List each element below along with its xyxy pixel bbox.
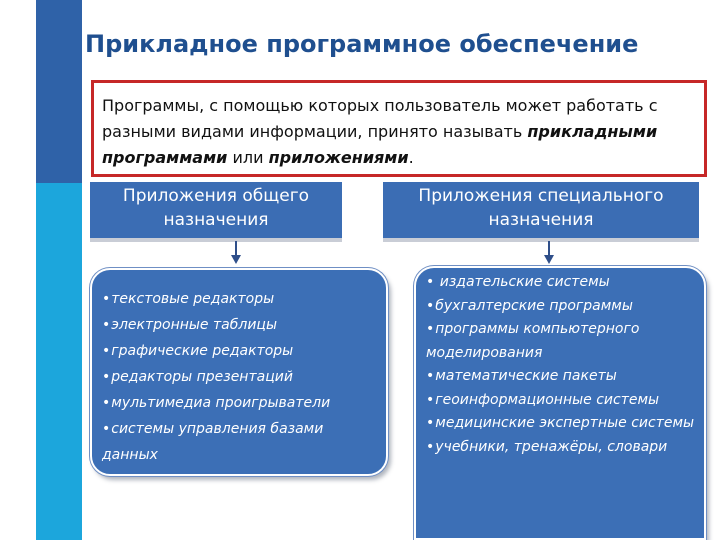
definition-box bbox=[91, 80, 707, 177]
decorative-stripe-bottom bbox=[36, 183, 82, 540]
category-header-special: Приложения специального назначения bbox=[383, 182, 699, 238]
special-apps-list bbox=[426, 271, 698, 459]
definition-end: . bbox=[408, 148, 414, 167]
list-item: • системы управления базами данных bbox=[102, 416, 378, 468]
list-item: • медицинские экспертные системы bbox=[426, 412, 698, 436]
list-item: • электронные таблицы bbox=[102, 312, 378, 338]
arrow-down-left-head bbox=[231, 255, 241, 264]
definition-text: Программы, с помощью которых пользователь может работать с разными видами информации, принято называть bbox=[102, 96, 658, 141]
general-apps-list-box bbox=[90, 268, 388, 476]
decorative-stripe-top bbox=[36, 0, 82, 183]
definition-connector: или bbox=[227, 148, 269, 167]
definition-term-applications: приложениями bbox=[268, 148, 409, 167]
list-item: • графические редакторы bbox=[102, 338, 378, 364]
arrow-down-right bbox=[548, 241, 550, 256]
slide-title: Прикладное программное обеспечение bbox=[85, 30, 639, 58]
list-item: • учебники, тренажёры, словари bbox=[426, 436, 698, 460]
list-item: • геоинформационные системы bbox=[426, 389, 698, 413]
list-item: • издательские системы bbox=[426, 271, 698, 295]
list-item: • программы компьютерного моделирования bbox=[426, 318, 698, 365]
general-apps-list bbox=[102, 286, 378, 468]
list-item: • бухгалтерские программы bbox=[426, 295, 698, 319]
arrow-down-right-head bbox=[544, 255, 554, 264]
list-item: • мультимедиа проигрыватели bbox=[102, 390, 378, 416]
category-header-general: Приложения общего назначения bbox=[90, 182, 342, 238]
list-item: • текстовые редакторы bbox=[102, 286, 378, 312]
list-item: • редакторы презентаций bbox=[102, 364, 378, 390]
special-apps-list-box bbox=[414, 266, 706, 540]
definition-term-applied-programs: прикладными программами bbox=[102, 122, 658, 167]
arrow-down-left bbox=[235, 241, 237, 256]
list-item: • математические пакеты bbox=[426, 365, 698, 389]
